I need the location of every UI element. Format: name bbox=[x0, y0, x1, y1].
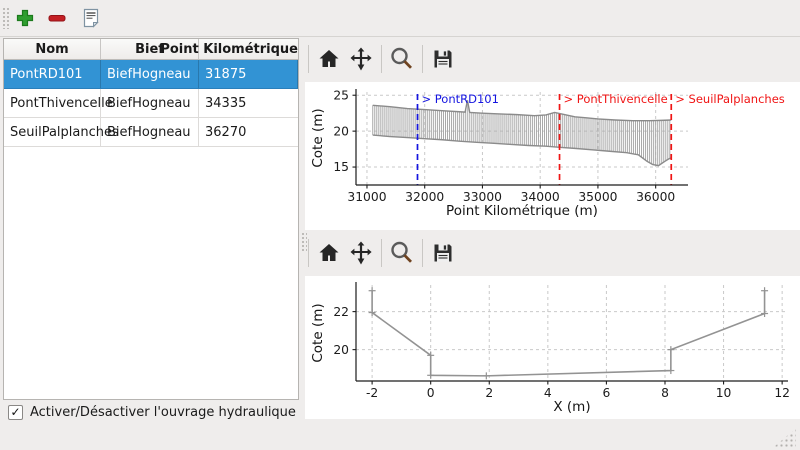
svg-text:31000: 31000 bbox=[347, 190, 387, 204]
table-row-pontrd101[interactable]: PontRD101 BiefHogneau 31875 bbox=[4, 60, 298, 89]
toolbar-separator bbox=[422, 239, 423, 267]
svg-text:10: 10 bbox=[715, 386, 732, 400]
svg-text:> PontRD101: > PontRD101 bbox=[421, 92, 499, 106]
paste-icon bbox=[80, 7, 102, 29]
pan-icon bbox=[348, 46, 374, 72]
longitudinal-ylabel: Cote (m) bbox=[310, 108, 326, 168]
zoom-button[interactable] bbox=[386, 43, 418, 75]
remove-structure-button[interactable] bbox=[44, 5, 70, 31]
size-grip[interactable] bbox=[774, 428, 796, 447]
column-header-pk[interactable]: Point Kilométrique bbox=[160, 41, 298, 57]
enable-structure-row bbox=[8, 403, 296, 421]
svg-text:32000: 32000 bbox=[405, 190, 445, 204]
structures-table bbox=[3, 38, 299, 400]
svg-text:2: 2 bbox=[485, 386, 494, 400]
svg-text:4: 4 bbox=[543, 386, 552, 400]
svg-text:> SeuilPalplanches: > SeuilPalplanches bbox=[675, 92, 785, 106]
home-button[interactable] bbox=[313, 43, 345, 75]
pan-button[interactable] bbox=[345, 43, 377, 75]
enable-structure-checkbox[interactable]: ✓ bbox=[8, 405, 23, 420]
toolbar-separator bbox=[422, 45, 423, 73]
svg-text:8: 8 bbox=[661, 386, 669, 400]
column-header-bief[interactable]: Bief bbox=[101, 39, 199, 59]
svg-text:> PontThivencelle: > PontThivencelle bbox=[563, 92, 668, 106]
longitudinal-plot-toolbar bbox=[304, 38, 800, 80]
zoom-icon bbox=[389, 240, 415, 266]
toolbar-grip[interactable] bbox=[2, 7, 9, 29]
save-button[interactable] bbox=[427, 237, 459, 269]
toolbar-separator bbox=[381, 239, 382, 267]
zoom-button[interactable] bbox=[386, 237, 418, 269]
pan-button[interactable] bbox=[345, 237, 377, 269]
home-icon bbox=[317, 241, 341, 265]
cross-section-plot-canvas[interactable] bbox=[305, 276, 800, 419]
svg-text:20: 20 bbox=[333, 124, 349, 139]
svg-text:22: 22 bbox=[333, 304, 349, 319]
table-row-pontthivencelle[interactable]: PontThivencelle BiefHogneau 34335 bbox=[4, 89, 298, 118]
paste-structure-button[interactable] bbox=[78, 5, 104, 31]
svg-text:25: 25 bbox=[333, 88, 349, 103]
cross-section-plot-panel bbox=[304, 232, 800, 420]
toolbar-separator bbox=[381, 45, 382, 73]
column-header-nom[interactable]: Nom bbox=[4, 39, 101, 59]
table-header bbox=[4, 39, 298, 60]
save-button[interactable] bbox=[427, 43, 459, 75]
pan-icon bbox=[348, 240, 374, 266]
svg-text:36000: 36000 bbox=[636, 190, 676, 204]
main-toolbar bbox=[0, 0, 800, 37]
svg-text:-2: -2 bbox=[365, 386, 379, 400]
save-icon bbox=[431, 241, 455, 265]
minus-icon bbox=[46, 7, 68, 29]
enable-structure-label: Activer/Désactiver l'ouvrage hydraulique bbox=[30, 404, 296, 420]
add-structure-button[interactable] bbox=[12, 5, 38, 31]
svg-text:12: 12 bbox=[774, 386, 790, 400]
svg-text:33000: 33000 bbox=[462, 190, 503, 204]
zoom-icon bbox=[389, 46, 415, 72]
svg-text:35000: 35000 bbox=[578, 190, 618, 204]
longitudinal-plot-panel bbox=[304, 38, 800, 230]
toolbar-separator bbox=[308, 45, 309, 73]
cross-section-xlabel: X (m) bbox=[553, 399, 591, 415]
home-icon bbox=[317, 47, 341, 71]
cross-section-plot-toolbar bbox=[304, 232, 800, 274]
toolbar-separator bbox=[308, 239, 309, 267]
svg-text:0: 0 bbox=[426, 386, 435, 400]
svg-text:15: 15 bbox=[333, 160, 349, 175]
svg-text:34000: 34000 bbox=[520, 190, 560, 204]
longitudinal-xlabel: Point Kilométrique (m) bbox=[446, 203, 598, 219]
save-icon bbox=[431, 47, 455, 71]
svg-text:6: 6 bbox=[602, 386, 611, 400]
home-button[interactable] bbox=[313, 237, 345, 269]
table-row-seuilpalplanches[interactable]: SeuilPalplanches BiefHogneau 36270 bbox=[4, 118, 298, 147]
plus-icon bbox=[14, 7, 36, 29]
cross-section-ylabel: Cote (m) bbox=[310, 303, 326, 363]
svg-text:20: 20 bbox=[333, 342, 349, 357]
